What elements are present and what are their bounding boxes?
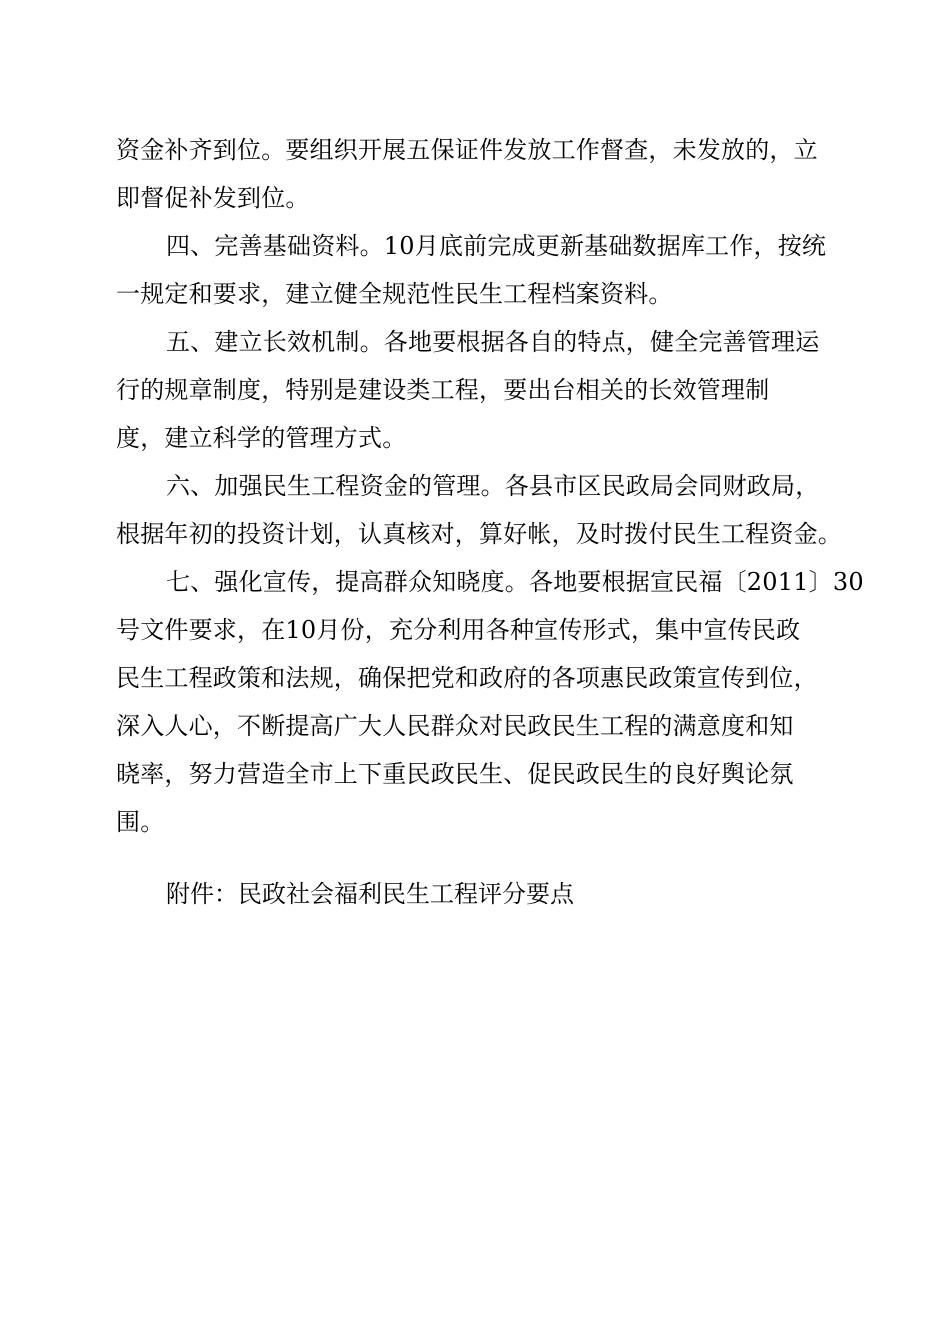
paragraph-line: 一规定和要求，建立健全规范性民生工程档案资料。 <box>116 280 673 308</box>
document-body <box>116 126 864 846</box>
paragraph-line: 行的规章制度，特别是建设类工程，要出台相关的长效管理制 <box>116 376 770 404</box>
paragraph-line: 民生工程政策和法规，确保把党和政府的各项惠民政策宣传到位， <box>116 664 818 692</box>
paragraph-line: 晓率，努力营造全市上下重民政民生、促民政民生的良好舆论氛 <box>116 760 794 788</box>
paragraph-line: 根据年初的投资计划，认真核对，算好帐，及时拨付民生工程资金。 <box>116 520 842 548</box>
section-six-heading-line: 六、加强民生工程资金的管理。各县市区民政局会同财政局， <box>166 472 820 500</box>
paragraph-line: 度，建立科学的管理方式。 <box>116 424 407 452</box>
section-seven-heading-line: 七、强化宣传，提高群众知晓度。各地要根据宣民福〔2011〕30 <box>166 568 864 596</box>
paragraph-line: 资金补齐到位。要组织开展五保证件发放工作督查，未发放的，立 <box>116 136 818 164</box>
section-five-heading-line: 五、建立长效机制。各地要根据各自的特点，健全完善管理运 <box>166 328 820 356</box>
paragraph-line: 深入人心，不断提高广大人民群众对民政民生工程的满意度和知 <box>116 712 794 740</box>
paragraph-line: 号文件要求，在10月份，充分利用各种宣传形式，集中宣传民政 <box>116 616 801 644</box>
section-four-heading-line: 四、完善基础资料。10月底前完成更新基础数据库工作，按统 <box>166 232 827 260</box>
paragraph-line: 即督促补发到位。 <box>116 184 310 212</box>
paragraph-line: 围。 <box>116 808 165 836</box>
attachment-note: 附件：民政社会福利民生工程评分要点 <box>166 880 574 908</box>
